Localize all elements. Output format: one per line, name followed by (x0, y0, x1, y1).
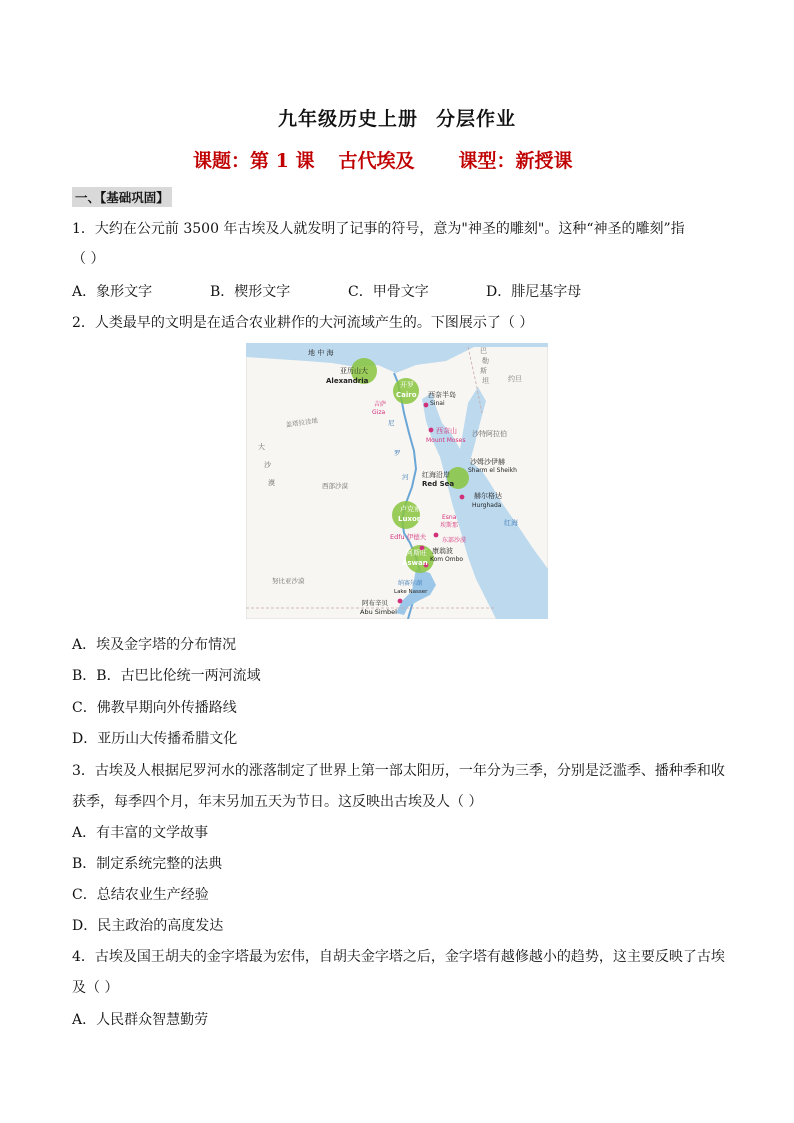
map-label-hurghada-cn: 赫尔格达 (474, 492, 502, 500)
map-label-alexandria-cn: 亚历山大 (340, 367, 368, 375)
map-label-nasser-cn: 纳赛尔湖 (398, 580, 423, 587)
map-label-sinai-cn: 西奈半岛 (428, 391, 456, 399)
map-label-sinai: Sinai (430, 400, 445, 407)
q2-option-a[interactable]: A．埃及金字塔的分布情况 (72, 637, 237, 653)
map-label-saudi: 沙特阿拉伯 (472, 430, 507, 438)
q2-stem: 2．人类最早的文明是在适合农业耕作的大河流域产生的。下图展示了（ ） (72, 315, 534, 331)
map-label-giza-cn: 吉萨 (374, 401, 387, 408)
q3-option-c[interactable]: C．总结农业生产经验 (72, 887, 209, 903)
title-part-2: 分层作业 (436, 108, 517, 130)
q4-option-a[interactable]: A．人民群众智慧勤劳 (72, 1012, 209, 1028)
map-label-palestine-4: 坦 (482, 377, 489, 385)
q3-stem-line-2: 获季，每季四个月，年末另加五天为节日。这反映出古埃及人（ ） (72, 794, 483, 810)
map-label-palestine-2: 勒 (482, 357, 489, 365)
map-label-jordan: 约旦 (508, 375, 522, 383)
lesson-subtitle (193, 146, 572, 173)
q1-option-b[interactable]: B．楔形文字 (210, 284, 291, 300)
map-label-cairo-cn: 开罗 (400, 381, 414, 389)
map-label-redsea-cn: 红海沿岸 (422, 471, 450, 479)
map-label-hurghada: Hurghada (472, 502, 502, 509)
map-label-nile-3: 河 (402, 473, 409, 481)
lesson-topic: 古代埃及 (338, 150, 415, 172)
map-label-palestine-1: 巴 (480, 347, 487, 355)
egypt-map (246, 343, 548, 619)
map-label-sharm: Sharm el Sheikh (468, 467, 517, 474)
map-label-kom: Kom Ombo (430, 556, 464, 563)
map-label-big-desert-1: 大 (258, 443, 265, 451)
map-label-cairo: Cairo (396, 391, 417, 399)
lesson-number: 课题：第 1 课 (193, 150, 315, 172)
q4-stem-line-2: 及（ ） (72, 980, 119, 996)
lesson-type: 课型：新授课 (458, 150, 573, 172)
map-label-moses: Mount Moses (426, 437, 466, 444)
q3-option-b[interactable]: B．制定系统完整的法典 (72, 856, 223, 872)
map-label-abu-cn: 阿布辛贝 (362, 599, 388, 607)
map-label-nubian: 努比亚沙漠 (272, 577, 305, 585)
q4-stem-line-1: 4．古埃及国王胡夫的金字塔最为宏伟，自胡夫金字塔之后，金字塔有越修越小的趋势，这主要反映了古埃 (72, 949, 725, 965)
q1-stem-line-1: 1．大约在公元前 3500 年古埃及人就发明了记事的符号，意为"神圣的雕刻"。这种“神圣的雕刻”指 (72, 221, 685, 237)
map-label-abu: Abu Simbel (360, 608, 397, 616)
map-label-luxor-cn: 卢克索 (400, 505, 421, 513)
map-label-nile-2: 罗 (394, 449, 401, 457)
map-label-nile-1: 尼 (388, 419, 395, 427)
map-label-nasser: Lake Nasser (394, 589, 428, 595)
q3-stem-line-1: 3．古埃及人根据尼罗河水的涨落制定了世界上第一部太阳历，一年分为三季，分别是泛滥季、播种季和收 (72, 763, 725, 779)
map-label-big-desert-2: 沙 (264, 461, 271, 469)
map-label-aswan: Aswan (402, 559, 428, 567)
map-label-palestine-3: 斯 (480, 367, 487, 375)
map-label-alexandria: Alexandria (326, 377, 369, 385)
map-label-luxor: Luxor (398, 515, 421, 523)
q2-option-b[interactable]: B．B．古巴比伦统一两河流域 (72, 668, 261, 684)
q1-options (72, 281, 581, 301)
map-label-sea: 地 中 海 (308, 349, 334, 357)
q3-option-d[interactable]: D．民主政治的高度发达 (72, 918, 224, 934)
title-part-1: 九年级历史上册 (277, 108, 418, 130)
map-label-big-desert-3: 漠 (268, 479, 275, 487)
map-label-redsea: Red Sea (422, 480, 455, 488)
q1-stem-line-2: （ ） (72, 251, 105, 267)
map-label-eastdesert: 东部沙漠 (442, 537, 467, 544)
q2-option-d[interactable]: D．亚历山大传播希腊文化 (72, 731, 238, 747)
map-label-west-desert: 西部沙漠 (322, 482, 348, 490)
q1-option-d[interactable]: D．腓尼基字母 (486, 284, 582, 300)
map-label-aswan-cn: 阿斯旺 (406, 549, 427, 557)
q1-option-c[interactable]: C．甲骨文字 (348, 284, 429, 300)
page-title (0, 104, 794, 131)
map-label-esna-cn: 埃斯那 (440, 522, 459, 529)
map-label-esna: Esna (442, 514, 457, 521)
map-label-kom-cn: 康翁波 (432, 547, 453, 555)
map-label-giza: Giza (372, 409, 386, 416)
q2-option-c[interactable]: C．佛教早期向外传播路线 (72, 700, 237, 716)
map-label-sharm-cn: 沙姆沙伊赫 (470, 458, 505, 466)
map-label-redsea-water: 红海 (504, 519, 518, 527)
map-label-edfu: Edfu 伊德夫 (390, 533, 427, 541)
map-label-qattara: 盖塔拉洼地 (285, 416, 319, 429)
q3-option-a[interactable]: A．有丰富的文学故事 (72, 825, 209, 841)
section-heading: 一、【基础巩固】 (72, 187, 172, 207)
q1-option-a[interactable]: A．象形文字 (72, 284, 153, 300)
map-label-moses-cn: 西奈山 (436, 427, 457, 435)
